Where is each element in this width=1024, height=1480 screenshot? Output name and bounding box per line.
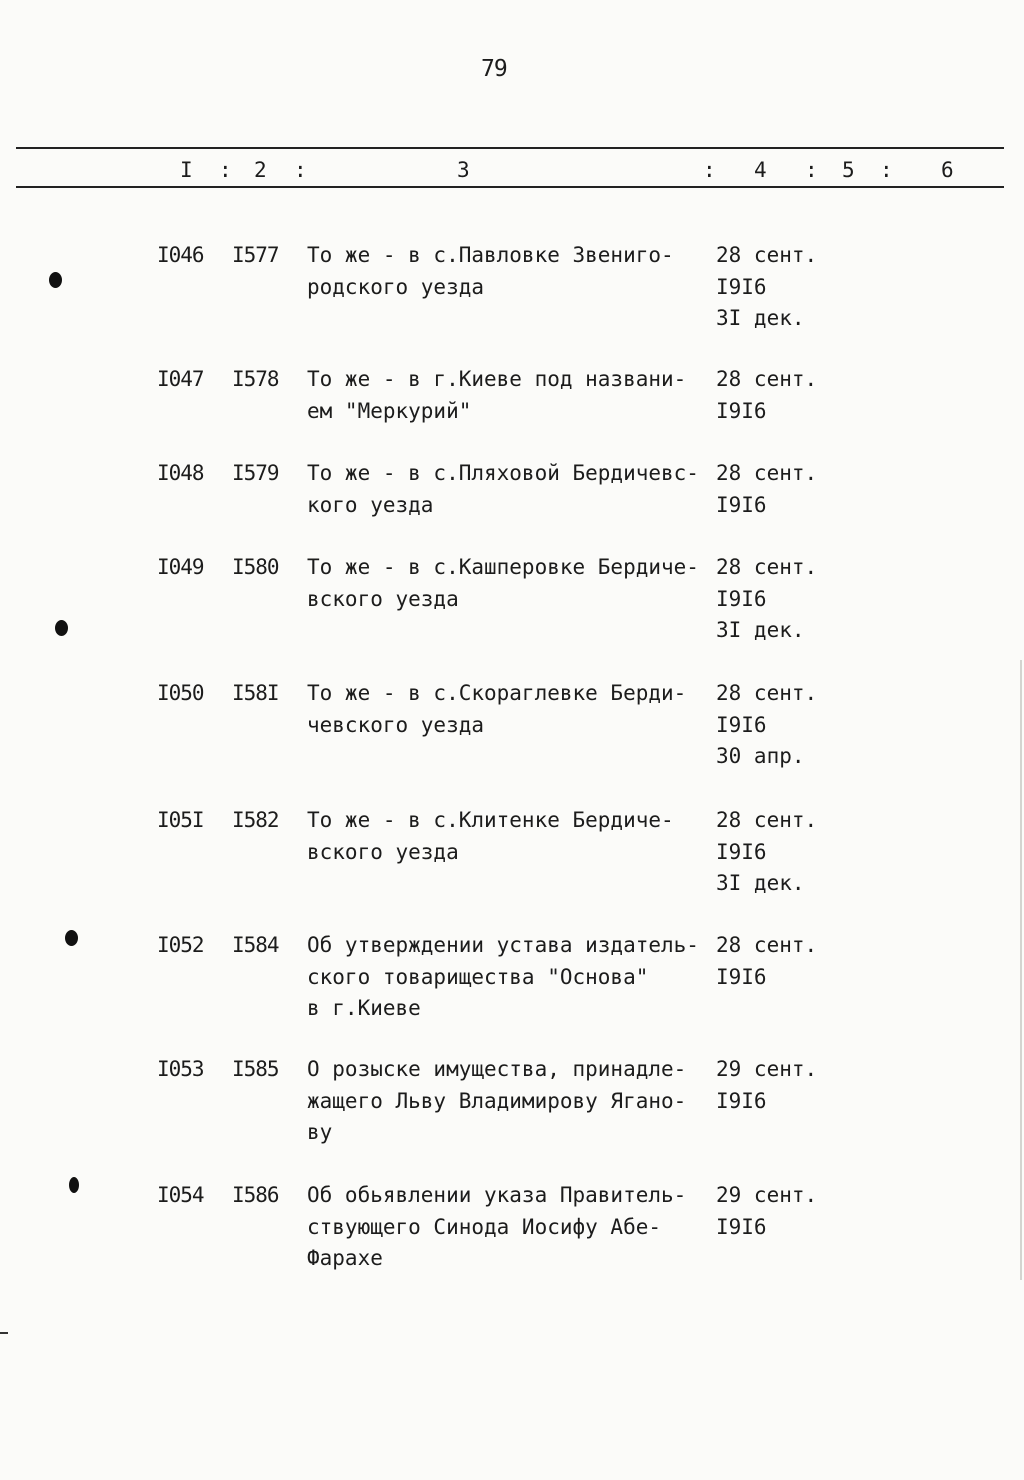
date-line: I9I6 xyxy=(716,964,767,989)
entry-code: I577 xyxy=(232,243,279,267)
header-col6: 6 xyxy=(941,158,954,182)
entry-code: I58I xyxy=(232,681,279,705)
entry-code: I578 xyxy=(232,367,279,391)
date-line: 28 сент. xyxy=(716,555,818,579)
entry-title xyxy=(307,1054,707,1149)
entry-number: I053 xyxy=(157,1057,204,1081)
entry-code: I579 xyxy=(232,461,279,485)
entry-dates xyxy=(716,1054,826,1117)
title-line: То же - в с.Павловке Звениго- xyxy=(307,243,674,267)
entry-dates xyxy=(716,1180,826,1243)
entry-title xyxy=(307,458,707,521)
entry-code: I586 xyxy=(232,1183,279,1207)
date-line: I9I6 xyxy=(716,586,767,611)
title-line: То же - в г.Киеве под названи- xyxy=(307,367,687,391)
header-separator: : xyxy=(805,158,818,182)
title-line: ву xyxy=(307,1120,333,1144)
title-line: То же - в с.Скораглевке Берди- xyxy=(307,681,687,705)
entry-dates xyxy=(716,240,826,335)
entry-number: I05I xyxy=(157,808,204,832)
entry-dates xyxy=(716,678,826,773)
date-line: 28 сент. xyxy=(716,681,818,705)
title-line: То же - в с.Кашперовке Бердиче- xyxy=(307,555,699,579)
punch-hole-mark xyxy=(55,620,68,636)
title-line: Об обьявлении указа Правитель- xyxy=(307,1183,687,1207)
entry-title xyxy=(307,930,707,1025)
date-line: I9I6 xyxy=(716,839,767,864)
entry-dates xyxy=(716,458,826,521)
title-line: То же - в с.Клитенке Бердиче- xyxy=(307,808,674,832)
title-line: жащего Льву Владимирову Ягано- xyxy=(307,1088,687,1113)
date-line: 30 апр. xyxy=(716,744,805,768)
punch-hole-mark xyxy=(49,272,62,288)
header-separator: : xyxy=(294,158,307,182)
entry-title xyxy=(307,1180,707,1275)
date-line: I9I6 xyxy=(716,712,767,737)
date-line: 29 сент. xyxy=(716,1057,818,1081)
entry-number: I049 xyxy=(157,555,204,579)
page-number: 79 xyxy=(481,56,507,82)
header-col4: 4 xyxy=(754,158,767,182)
title-line: чевского уезда xyxy=(307,712,485,737)
title-line: Об утверждении устава издатель- xyxy=(307,933,699,957)
date-line: 28 сент. xyxy=(716,461,818,485)
date-line: I9I6 xyxy=(716,1088,767,1113)
entry-code: I585 xyxy=(232,1057,279,1081)
title-line: в г.Киеве xyxy=(307,996,421,1020)
date-line: 28 сент. xyxy=(716,367,818,391)
date-line: I9I6 xyxy=(716,398,767,423)
title-line: родского уезда xyxy=(307,274,485,299)
entry-number: I052 xyxy=(157,933,204,957)
title-line: кого уезда xyxy=(307,492,434,517)
date-line: 3I дек. xyxy=(716,618,805,642)
entry-dates xyxy=(716,930,826,993)
entry-number: I050 xyxy=(157,681,204,705)
title-line: Фарахе xyxy=(307,1246,383,1270)
entry-code: I580 xyxy=(232,555,279,579)
punch-hole-mark xyxy=(69,1177,79,1193)
title-line: вского уезда xyxy=(307,839,459,864)
header-col2: 2 xyxy=(254,158,267,182)
header-separator: : xyxy=(703,158,716,182)
entry-code: I582 xyxy=(232,808,279,832)
date-line: 29 сент. xyxy=(716,1183,818,1207)
header-col1: I xyxy=(180,158,193,182)
margin-tick xyxy=(0,1332,8,1334)
header-separator: : xyxy=(880,158,893,182)
date-line: 28 сент. xyxy=(716,933,818,957)
title-line: вского уезда xyxy=(307,586,459,611)
punch-hole-mark xyxy=(65,930,78,946)
date-line: I9I6 xyxy=(716,1214,767,1239)
entry-dates xyxy=(716,364,826,427)
entry-number: I046 xyxy=(157,243,204,267)
entry-number: I048 xyxy=(157,461,204,485)
entry-title xyxy=(307,240,707,303)
header-col3: 3 xyxy=(457,158,470,182)
date-line: 3I дек. xyxy=(716,306,805,330)
title-line: ствующего Синода Иосифу Абе- xyxy=(307,1214,662,1239)
page-edge-line xyxy=(1020,660,1022,1280)
header-col5: 5 xyxy=(842,158,855,182)
header-rule-bottom xyxy=(16,186,1004,188)
title-line: ского товарищества "Основа" xyxy=(307,964,649,989)
entry-dates xyxy=(716,805,826,900)
entry-title xyxy=(307,678,707,741)
entry-code: I584 xyxy=(232,933,279,957)
entry-number: I047 xyxy=(157,367,204,391)
date-line: 3I дек. xyxy=(716,871,805,895)
header-separator: : xyxy=(219,158,232,182)
date-line: 28 сент. xyxy=(716,243,818,267)
title-line: То же - в с.Пляховой Бердичевс- xyxy=(307,461,699,485)
title-line: ем "Меркурий" xyxy=(307,398,472,423)
date-line: 28 сент. xyxy=(716,808,818,832)
entry-dates xyxy=(716,552,826,647)
entry-title xyxy=(307,805,707,868)
title-line: О розыске имущества, принадле- xyxy=(307,1057,687,1081)
date-line: I9I6 xyxy=(716,492,767,517)
entry-number: I054 xyxy=(157,1183,204,1207)
date-line: I9I6 xyxy=(716,274,767,299)
column-header-row xyxy=(0,158,1024,186)
entry-title xyxy=(307,552,707,615)
header-rule-top xyxy=(16,147,1004,149)
entry-title xyxy=(307,364,707,427)
